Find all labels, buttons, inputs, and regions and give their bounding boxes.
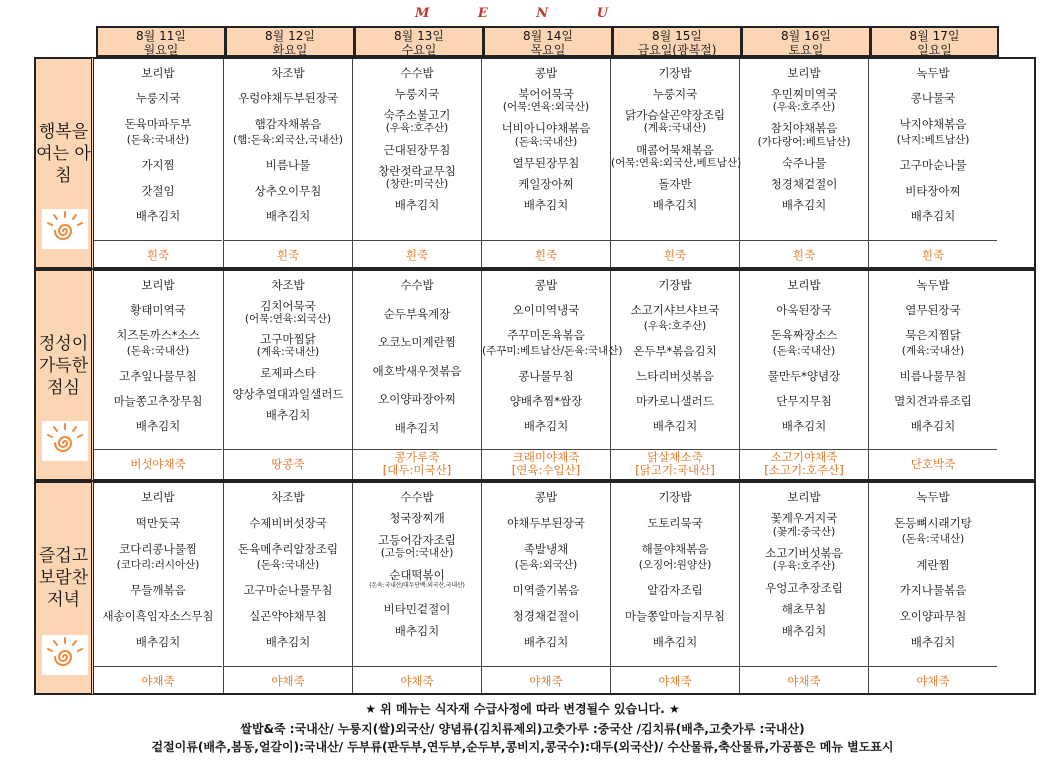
menu-item: 배추김치 — [910, 209, 956, 223]
porridge-name: 야채죽 — [658, 674, 692, 688]
day-date: 8월 15일 — [652, 29, 702, 43]
day-menu-cell — [94, 483, 223, 693]
menu-item: 보리밥 — [141, 490, 175, 504]
day-weekday: 토요일 — [788, 43, 824, 57]
day-menu-cell — [739, 271, 868, 479]
porridge-name: 야채죽 — [400, 674, 434, 688]
origin-note: (계육:국내산) — [901, 345, 965, 357]
menu-item: 오코노미계란찜 — [378, 335, 456, 349]
menu-item: 열무된장무침 — [512, 156, 580, 170]
menu-item: 배추김치 — [394, 421, 440, 435]
porridge-name: 땅콩죽 — [271, 457, 305, 471]
menu-item: 치즈돈까스*소스 — [116, 328, 200, 342]
porridge-name: 야채죽 — [271, 674, 305, 688]
menu-item: 열무된장국 — [905, 303, 961, 317]
menu-item: 매콤어묵채볶음 — [636, 143, 714, 157]
porridge-cell — [353, 666, 481, 696]
day-header — [741, 26, 870, 57]
meal-label: 정성이 가득한 점심 — [38, 334, 89, 398]
day-date: 8월 17일 — [909, 29, 960, 43]
menu-item: 족발냉채 — [523, 542, 569, 556]
menu-item: 햄감자채볶음 — [254, 117, 322, 131]
menu-item: 수제비버섯장국 — [249, 516, 327, 530]
meal-section — [34, 269, 1036, 481]
day-menu-cell — [610, 59, 742, 267]
porridge-name: 야채죽 — [529, 674, 563, 688]
day-weekday: 일요일 — [917, 43, 952, 57]
menu-item: 배추김치 — [652, 198, 698, 212]
menu-item: 돈등뼈시래기탕 — [894, 516, 972, 530]
meal-label: 즐겁고 보람찬 저녁 — [38, 546, 89, 610]
menu-item: 우렁야채두부된장국 — [238, 91, 338, 105]
day-weekday: 금요일(광복절) — [637, 43, 717, 57]
porridge-name: 흰죽 — [276, 248, 300, 262]
origin-note: (돈육:국내산) — [901, 533, 965, 545]
menu-item: 수수밥 — [400, 278, 434, 292]
menu-item: 배추김치 — [652, 635, 698, 649]
menu-item: 새송이흑임자소스무침 — [102, 609, 214, 623]
menu-item: 고추잎나물무침 — [119, 369, 197, 383]
origin-note: (계육:국내산) — [256, 346, 320, 358]
sun-spiral-icon — [42, 421, 88, 461]
day-header — [483, 26, 612, 57]
menu-item: 배추김치 — [523, 198, 569, 212]
porridge-name: 흰죽 — [534, 248, 558, 262]
porridge-cell — [224, 240, 352, 270]
menu-item: 누룽지국 — [135, 91, 181, 105]
menu-item: 코다리콩나물찜 — [119, 542, 197, 556]
day-menu-cell — [739, 59, 868, 267]
menu-item: 주꾸미돈육볶음 — [507, 328, 585, 342]
menu-item: 기장밥 — [658, 66, 692, 80]
menu-item: 김치어묵국 — [260, 299, 316, 313]
origin-note: (가다랑어:베트남산) — [757, 136, 851, 148]
menu-item: 애호박새우젓볶음 — [372, 364, 462, 378]
menu-item: 보리밥 — [787, 490, 821, 504]
meal-label: 행복을 여는 아침 — [36, 122, 91, 186]
menu-item: 콩나물국 — [910, 91, 956, 105]
menu-item: 비름나물 — [265, 158, 311, 172]
day-header — [612, 26, 741, 57]
menu-item: 해물야채볶음 — [641, 542, 709, 556]
menu-item: 떡만둣국 — [135, 516, 181, 530]
sun-spiral-icon — [42, 635, 88, 675]
porridge-cell — [611, 666, 739, 696]
day-date: 8월 11일 — [136, 29, 186, 43]
porridge-name: 흰죽 — [792, 248, 816, 262]
day-menu-cell — [94, 59, 223, 267]
origin-info-line-2: 겉절이류(배추,봄동,얼갈이):국내산/ 두부류(판두부,연두부,순두부,콩비지,콩국수):대두(외국산)/ 수산물류,축산물류,가공품은 메뉴 별도표시 — [151, 740, 894, 754]
menu-item: 무들깨볶음 — [130, 583, 186, 597]
menu-item: 멸치견과류조림 — [894, 394, 972, 408]
porridge-name: 흰죽 — [146, 248, 170, 262]
porridge-origin: [연육:수입산] — [511, 463, 581, 477]
menu-item: 묵은지찜닭 — [905, 328, 961, 342]
porridge-cell — [94, 666, 222, 696]
origin-note: (주꾸미:베트남산/돈육:국내산) — [482, 345, 623, 357]
menu-item: 양상추열대과일샐러드 — [232, 387, 344, 401]
menu-item: 아욱된장국 — [776, 303, 832, 317]
menu-item: 가지나물볶음 — [899, 583, 967, 597]
meal-label-cell — [34, 57, 94, 269]
menu-item: 숙주나물 — [781, 156, 827, 170]
day-menu-cell — [481, 271, 623, 479]
day-header — [870, 26, 999, 57]
porridge-cell — [611, 449, 739, 482]
menu-item: 배추김치 — [135, 419, 181, 433]
menu-item: 도토리묵국 — [647, 516, 703, 530]
porridge-name: 흰죽 — [921, 248, 945, 262]
day-date: 8월 13일 — [394, 29, 444, 43]
menu-item: 배추김치 — [781, 198, 827, 212]
porridge-cell — [869, 666, 997, 696]
menu-item: 기장밥 — [658, 278, 692, 292]
menu-item: 배추김치 — [394, 198, 440, 212]
porridge-name: 소고기야채죽 — [770, 450, 838, 464]
porridge-name: 야채죽 — [141, 674, 175, 688]
day-menu-cell — [481, 59, 610, 267]
menu-item: 보리밥 — [787, 66, 821, 80]
menu-item: 비타장아찌 — [905, 184, 961, 198]
porridge-name: 단호박죽 — [910, 457, 956, 471]
menu-item: 해초무침 — [781, 602, 827, 616]
porridge-origin: [소고기:호주산] — [764, 463, 844, 477]
menu-item: 고구마순나물무침 — [243, 583, 333, 597]
menu-item: 배추김치 — [394, 624, 440, 638]
menu-item: 느타리버섯볶음 — [636, 369, 714, 383]
day-menu-cell — [223, 59, 352, 267]
menu-item: 꽃게우거지국 — [770, 511, 838, 525]
menu-item: 로제파스타 — [260, 366, 316, 380]
day-header — [225, 26, 354, 57]
day-header — [354, 26, 483, 57]
porridge-cell — [740, 240, 868, 270]
origin-note: (돈육:국내산) — [256, 559, 320, 571]
menu-item: 보리밥 — [787, 278, 821, 292]
menu-item: 배추김치 — [135, 635, 181, 649]
menu-item: 돌자반 — [658, 177, 692, 191]
day-weekday: 수요일 — [401, 43, 437, 57]
menu-item: 누룽지국 — [652, 87, 698, 101]
porridge-cell — [94, 240, 222, 270]
origin-note: (우육:호주산) — [643, 320, 707, 332]
menu-item: 돈육메추리알장조림 — [238, 542, 338, 556]
menu-item: 배추김치 — [265, 408, 311, 422]
porridge-cell — [482, 240, 610, 270]
menu-item: 소고기버섯볶음 — [765, 546, 843, 560]
menu-item: 북어어묵국 — [518, 87, 574, 101]
origin-note: (창란:미국산) — [385, 178, 449, 190]
menu-item: 콩밥 — [534, 278, 558, 292]
menu-item: 보리밥 — [141, 66, 175, 80]
porridge-name: 흰죽 — [405, 248, 429, 262]
day-menu-cell — [481, 483, 610, 693]
day-menu-cell — [94, 271, 223, 479]
menu-item: 배추김치 — [781, 624, 827, 638]
menu-item: 마카로니샐러드 — [636, 394, 714, 408]
origin-note: (꽃게:중국산) — [772, 526, 836, 538]
menu-item: 너비아니야채볶음 — [501, 121, 591, 135]
menu-item: 녹두밥 — [916, 490, 950, 504]
porridge-cell — [482, 449, 610, 482]
menu-item: 콩밥 — [534, 490, 558, 504]
porridge-cell — [224, 449, 352, 482]
menu-item: 돈육마파두부 — [124, 117, 192, 131]
menu-item: 차조밥 — [271, 490, 305, 504]
day-date: 8월 16일 — [781, 29, 831, 43]
meal-label-cell — [34, 481, 94, 695]
origin-note: (돈육:국내산/대두단백:외국산,국내산) — [369, 582, 465, 589]
menu-item: 비타민겉절이 — [383, 602, 451, 616]
menu-item: 우민찌미역국 — [770, 87, 838, 101]
day-menu-cell — [868, 59, 997, 267]
porridge-cell — [94, 449, 222, 482]
porridge-cell — [611, 240, 739, 270]
origin-note: (어묵:연육:외국산) — [244, 313, 332, 325]
origin-note: (우육:호주산) — [772, 560, 836, 572]
origin-note: (우육:호주산) — [385, 122, 449, 134]
menu-item: 창란젓락교무침 — [378, 164, 456, 178]
origin-note: (우육:호주산) — [772, 101, 836, 113]
origin-note: (고등어:국내산) — [380, 547, 454, 559]
origin-note: (돈육:국내산) — [514, 136, 578, 148]
menu-item: 상추오이무침 — [254, 184, 322, 198]
menu-item: 알감자조림 — [647, 583, 703, 597]
menu-item: 참치야채볶음 — [770, 121, 838, 135]
menu-item: 갓절임 — [141, 184, 175, 198]
day-menu-cell — [223, 271, 352, 479]
menu-item: 배추김치 — [135, 209, 181, 223]
menu-item: 배추김치 — [265, 209, 311, 223]
menu-item: 기장밥 — [658, 490, 692, 504]
origin-note: (오징어:원양산) — [638, 559, 712, 571]
menu-item: 실곤약야채무침 — [249, 609, 327, 623]
menu-item: 녹두밥 — [916, 278, 950, 292]
origin-info-line-1: 쌀밥&죽 :국내산/ 누룽지(쌀)외국산/ 양념류(김치류제외)고춧가루 :중국산 /김치류(배추,고춧가루 :국내산) — [240, 722, 805, 736]
porridge-cell — [869, 449, 997, 482]
menu-item: 배추김치 — [910, 635, 956, 649]
menu-item: 배추김치 — [652, 419, 698, 433]
porridge-cell — [482, 666, 610, 696]
origin-note: (돈육:국내산) — [772, 345, 836, 357]
porridge-name: 버섯야채죽 — [130, 457, 186, 471]
menu-item: 고구마찜닭 — [260, 332, 316, 346]
menu-item: 청경채겉절이 — [512, 609, 580, 623]
menu-item: 오이양파장아찌 — [378, 392, 456, 406]
menu-item: 근대된장무침 — [383, 143, 451, 157]
origin-note: (어묵:연육:외국산,베트남산) — [611, 157, 742, 169]
menu-item: 콩나물무침 — [518, 369, 574, 383]
menu-item: 청경채겉절이 — [770, 177, 838, 191]
menu-item: 우엉고추장조림 — [765, 581, 843, 595]
menu-item: 물만두*양념장 — [767, 369, 841, 383]
menu-item: 단무지무침 — [776, 394, 832, 408]
day-menu-cell — [223, 483, 352, 693]
porridge-name: 콩가루죽 — [394, 450, 440, 464]
day-menu-cell — [610, 271, 739, 479]
menu-item: 순두부육계장 — [383, 307, 451, 321]
menu-item: 숙주소불고기 — [383, 108, 451, 122]
menu-item: 녹두밥 — [916, 66, 950, 80]
menu-item: 미역줄기볶음 — [512, 583, 580, 597]
menu-item: 케일장아찌 — [518, 177, 574, 191]
porridge-origin: [대두:미국산] — [382, 463, 452, 477]
menu-item: 배추김치 — [265, 635, 311, 649]
menu-item: 계란찜 — [916, 558, 950, 572]
origin-note: (코다리:러시아산) — [116, 559, 200, 571]
porridge-name: 닭살채소죽 — [647, 450, 703, 464]
menu-item: 가지찜 — [141, 158, 175, 172]
porridge-name: 야채죽 — [916, 674, 950, 688]
meal-label-cell — [34, 269, 94, 481]
change-notice: ★ 위 메뉴는 식자재 수급사정에 따라 변경될수 있습니다. ★ — [365, 702, 680, 716]
day-weekday: 화요일 — [272, 43, 308, 57]
day-header — [96, 26, 225, 57]
menu-item: 마늘쫑알마늘지무침 — [625, 609, 725, 623]
menu-title: M E N U — [414, 6, 631, 21]
day-menu-cell — [352, 483, 481, 693]
origin-note: (돈육:국내산) — [126, 345, 190, 357]
meal-section — [34, 57, 1036, 269]
origin-note: (낙지:베트남산) — [896, 134, 970, 146]
porridge-name: 크래미야채죽 — [512, 450, 580, 464]
menu-item: 배추김치 — [523, 635, 569, 649]
menu-item: 마늘쫑고추장무침 — [113, 394, 203, 408]
menu-item: 오이미역냉국 — [512, 303, 580, 317]
day-weekday: 목요일 — [530, 43, 566, 57]
day-header-row — [96, 26, 999, 57]
menu-item: 소고기샤브샤브국 — [630, 303, 720, 317]
menu-item: 고구마순나물 — [899, 158, 967, 172]
menu-item: 닭가슴살곤약장조림 — [625, 108, 725, 122]
porridge-name: 야채죽 — [787, 674, 821, 688]
origin-note: (돈육:국내산) — [126, 134, 190, 146]
menu-item: 오이양파무침 — [899, 609, 967, 623]
porridge-cell — [224, 666, 352, 696]
menu-item: 청국장찌개 — [389, 511, 445, 525]
porridge-name: 흰죽 — [663, 248, 687, 262]
day-menu-cell — [868, 271, 997, 479]
menu-item: 콩밥 — [534, 66, 558, 80]
menu-item: 수수밥 — [400, 490, 434, 504]
porridge-cell — [869, 240, 997, 270]
menu-item: 고등어감자조림 — [378, 533, 456, 547]
menu-item: 배추김치 — [781, 419, 827, 433]
day-menu-cell — [868, 483, 997, 693]
menu-item: 야채두부된장국 — [507, 516, 585, 530]
menu-item: 누룽지국 — [394, 87, 440, 101]
porridge-cell — [353, 449, 481, 482]
menu-item: 배추김치 — [910, 419, 956, 433]
menu-item: 비름나물무침 — [899, 369, 967, 383]
menu-item: 황태미역국 — [130, 303, 186, 317]
origin-note: (어묵:연육:외국산) — [502, 101, 590, 113]
menu-item: 보리밥 — [141, 278, 175, 292]
menu-item: 온두부*볶음김치 — [633, 344, 717, 358]
porridge-cell — [353, 240, 481, 270]
menu-item: 순대떡볶이 — [389, 568, 445, 582]
origin-note: (돈육:외국산) — [514, 559, 578, 571]
menu-item: 차조밥 — [271, 66, 305, 80]
porridge-cell — [740, 666, 868, 696]
origin-note: (햄:돈육:외국산,국내산) — [233, 134, 343, 146]
day-menu-cell — [352, 59, 481, 267]
day-date: 8월 14일 — [523, 29, 573, 43]
origin-note: (계육:국내산) — [643, 122, 707, 134]
meal-section — [34, 481, 1036, 695]
menu-item: 수수밥 — [400, 66, 434, 80]
sun-spiral-icon — [42, 209, 88, 249]
day-menu-cell — [352, 271, 481, 479]
porridge-cell — [740, 449, 868, 482]
day-menu-cell — [739, 483, 868, 693]
menu-item: 양배추찜*쌈장 — [509, 394, 583, 408]
day-date: 8월 12일 — [265, 29, 315, 43]
menu-item: 배추김치 — [523, 419, 569, 433]
menu-item: 돈육짜장소스 — [770, 328, 838, 342]
menu-item: 낙지야채볶음 — [899, 117, 967, 131]
porridge-origin: [닭고기:국내산] — [635, 463, 715, 477]
menu-item: 차조밥 — [271, 278, 305, 292]
day-menu-cell — [610, 483, 739, 693]
day-weekday: 월요일 — [143, 43, 179, 57]
